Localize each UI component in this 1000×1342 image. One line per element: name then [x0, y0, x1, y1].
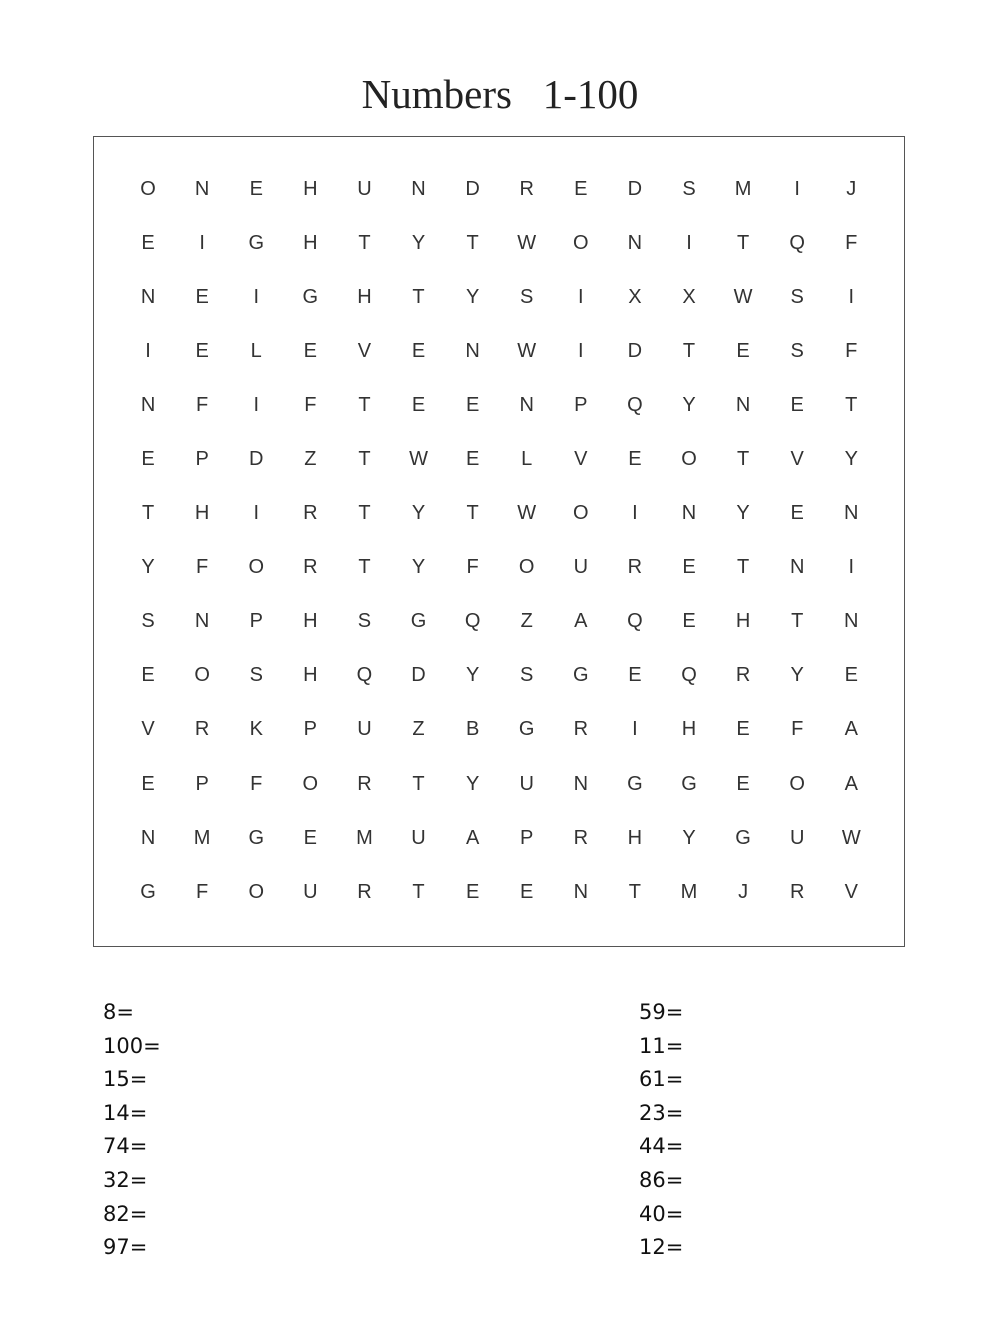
- grid-letter[interactable]: B: [465, 718, 480, 741]
- grid-letter[interactable]: I: [848, 556, 855, 579]
- grid-letter[interactable]: O: [248, 556, 265, 579]
- grid-letter[interactable]: N: [573, 772, 589, 795]
- grid-letter[interactable]: N: [465, 339, 480, 362]
- grid-letter[interactable]: I: [794, 177, 800, 200]
- grid-letter[interactable]: D: [249, 448, 264, 471]
- grid-letter[interactable]: A: [574, 610, 588, 633]
- grid-letter[interactable]: H: [681, 718, 697, 741]
- grid-letter[interactable]: O: [573, 231, 589, 254]
- grid-letter[interactable]: E: [195, 285, 209, 308]
- grid-letter[interactable]: T: [412, 285, 425, 308]
- grid-letter[interactable]: U: [519, 772, 534, 795]
- grid-letter[interactable]: R: [357, 880, 372, 903]
- grid-letter[interactable]: H: [627, 826, 643, 849]
- grid-letter[interactable]: D: [627, 177, 643, 200]
- grid-letter[interactable]: N: [411, 177, 426, 200]
- grid-letter[interactable]: S: [790, 285, 804, 308]
- grid-letter[interactable]: W: [733, 285, 753, 308]
- grid-letter[interactable]: N: [140, 285, 156, 308]
- grid-letter[interactable]: A: [844, 772, 858, 795]
- grid-letter[interactable]: N: [519, 393, 534, 416]
- grid-letter[interactable]: U: [789, 826, 805, 849]
- grid-letter[interactable]: E: [736, 772, 750, 795]
- grid-letter[interactable]: T: [358, 556, 371, 579]
- grid-letter[interactable]: R: [357, 772, 372, 795]
- grid-letter[interactable]: O: [681, 448, 697, 471]
- clue-item: 97=: [103, 1235, 148, 1260]
- grid-letter[interactable]: T: [791, 610, 804, 633]
- grid-letter[interactable]: I: [632, 502, 638, 525]
- grid-letter[interactable]: H: [303, 610, 318, 633]
- grid-letter[interactable]: S: [141, 610, 155, 633]
- grid-letter[interactable]: P: [195, 772, 209, 795]
- grid-letter[interactable]: L: [521, 448, 533, 471]
- grid-letter[interactable]: Q: [681, 664, 697, 687]
- grid-letter[interactable]: U: [357, 177, 372, 200]
- grid-letter[interactable]: Y: [411, 231, 426, 254]
- grid-letter[interactable]: V: [844, 880, 858, 903]
- grid-letter[interactable]: F: [845, 339, 858, 362]
- grid-letter[interactable]: E: [790, 502, 804, 525]
- grid-letter[interactable]: I: [253, 285, 260, 308]
- grid-letter[interactable]: F: [196, 556, 209, 579]
- grid-letter[interactable]: E: [465, 880, 480, 903]
- grid-letter[interactable]: V: [141, 718, 155, 741]
- clue-list-left: [103, 996, 161, 1265]
- grid-letter[interactable]: G: [248, 826, 265, 849]
- clue-item: 11=: [639, 1033, 684, 1058]
- grid-letter[interactable]: R: [194, 718, 210, 741]
- grid-letter[interactable]: I: [686, 231, 692, 254]
- grid-letter[interactable]: A: [844, 718, 858, 741]
- grid-letter[interactable]: N: [735, 393, 751, 416]
- grid-letter[interactable]: Z: [412, 718, 425, 741]
- grid-letter[interactable]: H: [194, 502, 210, 525]
- grid-letter[interactable]: E: [628, 448, 642, 471]
- grid-letter[interactable]: F: [250, 772, 263, 795]
- grid-letter[interactable]: R: [303, 502, 318, 525]
- grid-letter[interactable]: T: [358, 448, 371, 471]
- grid-letter[interactable]: F: [196, 393, 209, 416]
- grid-letter[interactable]: S: [520, 285, 534, 308]
- grid-letter[interactable]: R: [735, 664, 751, 687]
- grid-letter[interactable]: E: [411, 339, 426, 362]
- page-title: Numbers 1-100: [361, 71, 639, 117]
- word-search-grid: [121, 162, 878, 919]
- grid-letter[interactable]: I: [578, 339, 584, 362]
- grid-letter[interactable]: G: [681, 772, 697, 795]
- grid-letter[interactable]: W: [841, 826, 861, 849]
- grid-letter[interactable]: I: [578, 285, 584, 308]
- grid-letter[interactable]: A: [465, 826, 480, 849]
- grid-letter[interactable]: U: [411, 826, 426, 849]
- grid-letter[interactable]: E: [195, 339, 209, 362]
- grid-letter[interactable]: E: [736, 718, 750, 741]
- grid-letter[interactable]: O: [789, 772, 805, 795]
- grid-letter[interactable]: H: [303, 664, 318, 687]
- grid-letter[interactable]: M: [734, 177, 752, 200]
- grid-letter[interactable]: N: [140, 393, 156, 416]
- grid-letter[interactable]: U: [573, 556, 589, 579]
- grid-letter[interactable]: T: [358, 502, 371, 525]
- grid-letter[interactable]: E: [249, 177, 263, 200]
- grid-letter[interactable]: G: [518, 718, 535, 741]
- grid-letter[interactable]: N: [194, 610, 210, 633]
- grid-letter[interactable]: U: [303, 880, 318, 903]
- grid-letter[interactable]: O: [140, 177, 156, 200]
- grid-letter[interactable]: E: [628, 664, 642, 687]
- grid-letter[interactable]: E: [465, 448, 480, 471]
- grid-letter[interactable]: Y: [682, 393, 696, 416]
- grid-letter[interactable]: E: [411, 393, 426, 416]
- grid-letter[interactable]: E: [682, 556, 696, 579]
- grid-letter[interactable]: F: [466, 556, 479, 579]
- clue-item: 74=: [103, 1134, 148, 1159]
- grid-letter[interactable]: N: [140, 826, 156, 849]
- grid-letter[interactable]: M: [356, 826, 373, 849]
- grid-letter[interactable]: G: [627, 772, 643, 795]
- grid-letter[interactable]: O: [194, 664, 210, 687]
- grid-letter[interactable]: E: [790, 393, 804, 416]
- grid-letter[interactable]: N: [844, 502, 859, 525]
- clue-item: 61=: [639, 1067, 684, 1092]
- grid-letter[interactable]: O: [248, 880, 265, 903]
- grid-letter[interactable]: L: [250, 339, 262, 362]
- grid-letter[interactable]: I: [253, 502, 260, 525]
- grid-letter[interactable]: F: [196, 880, 209, 903]
- grid-letter[interactable]: X: [682, 285, 696, 308]
- clue-list-right: [639, 996, 683, 1265]
- clue-item: 23=: [639, 1100, 684, 1125]
- grid-letter[interactable]: E: [141, 231, 155, 254]
- clue-item: 40=: [639, 1201, 684, 1226]
- grid-letter[interactable]: T: [628, 880, 641, 903]
- grid-letter[interactable]: H: [735, 610, 751, 633]
- grid-letter[interactable]: E: [736, 339, 750, 362]
- grid-letter[interactable]: T: [466, 231, 479, 254]
- clue-item: 12=: [639, 1235, 684, 1260]
- grid-letter[interactable]: Y: [141, 556, 155, 579]
- clue-item: 15=: [103, 1067, 148, 1092]
- grid-letter[interactable]: T: [412, 772, 425, 795]
- grid-letter[interactable]: J: [846, 177, 857, 200]
- grid-letter[interactable]: T: [358, 231, 371, 254]
- grid-letter[interactable]: N: [627, 231, 643, 254]
- grid-letter[interactable]: P: [520, 826, 534, 849]
- clue-item: 82=: [103, 1201, 148, 1226]
- grid-letter[interactable]: E: [141, 772, 155, 795]
- grid-letter[interactable]: Z: [520, 610, 533, 633]
- grid-letter[interactable]: Y: [844, 448, 858, 471]
- clue-item: 44=: [639, 1134, 684, 1159]
- grid-letter[interactable]: Y: [790, 664, 804, 687]
- grid-letter[interactable]: J: [738, 880, 749, 903]
- grid-letter[interactable]: Z: [304, 448, 317, 471]
- grid-letter[interactable]: H: [303, 177, 318, 200]
- grid-letter[interactable]: T: [736, 448, 750, 471]
- grid-letter[interactable]: G: [302, 285, 319, 308]
- grid-letter[interactable]: T: [358, 393, 371, 416]
- grid-letter[interactable]: E: [682, 610, 696, 633]
- grid-letter[interactable]: Y: [411, 556, 426, 579]
- grid-letter[interactable]: P: [574, 393, 588, 416]
- grid-letter[interactable]: Q: [627, 393, 643, 416]
- grid-letter[interactable]: D: [465, 177, 480, 200]
- grid-letter[interactable]: R: [627, 556, 643, 579]
- grid-letter[interactable]: H: [357, 285, 372, 308]
- grid-letter[interactable]: I: [632, 718, 638, 741]
- grid-letter[interactable]: S: [682, 177, 696, 200]
- grid-letter[interactable]: W: [517, 339, 537, 362]
- grid-letter[interactable]: W: [517, 231, 537, 254]
- grid-letter[interactable]: Q: [627, 610, 643, 633]
- grid-letter[interactable]: M: [680, 880, 698, 903]
- grid-letter[interactable]: E: [520, 880, 534, 903]
- grid-letter[interactable]: G: [410, 610, 427, 633]
- grid-letter[interactable]: H: [303, 231, 318, 254]
- grid-letter[interactable]: E: [141, 448, 155, 471]
- grid-letter[interactable]: D: [627, 339, 643, 362]
- grid-letter[interactable]: E: [574, 177, 588, 200]
- grid-letter[interactable]: E: [303, 339, 317, 362]
- grid-letter[interactable]: G: [248, 231, 265, 254]
- grid-letter[interactable]: R: [303, 556, 318, 579]
- grid-letter[interactable]: O: [302, 772, 319, 795]
- grid-letter[interactable]: T: [682, 339, 696, 362]
- clue-item: 14=: [103, 1100, 148, 1125]
- grid-letter[interactable]: I: [253, 393, 260, 416]
- grid-letter[interactable]: Y: [465, 285, 480, 308]
- grid-letter[interactable]: R: [789, 880, 805, 903]
- grid-letter[interactable]: Y: [465, 664, 480, 687]
- grid-letter[interactable]: Y: [682, 826, 696, 849]
- clue-item: 59=: [639, 1000, 684, 1024]
- grid-letter[interactable]: Y: [736, 502, 750, 525]
- grid-letter[interactable]: E: [465, 393, 480, 416]
- grid-letter[interactable]: O: [518, 556, 535, 579]
- grid-letter[interactable]: W: [409, 448, 428, 471]
- grid-letter[interactable]: M: [193, 826, 211, 849]
- grid-letter[interactable]: K: [249, 718, 263, 741]
- grid-letter[interactable]: Q: [464, 610, 481, 633]
- grid-letter[interactable]: T: [466, 502, 479, 525]
- grid-letter[interactable]: W: [517, 502, 537, 525]
- clue-item: 8=: [103, 1000, 134, 1024]
- grid-letter[interactable]: T: [736, 556, 750, 579]
- grid-letter[interactable]: I: [848, 285, 855, 308]
- grid-letter[interactable]: T: [412, 880, 425, 903]
- grid-letter[interactable]: V: [574, 448, 588, 471]
- grid-letter[interactable]: X: [628, 285, 642, 308]
- grid-letter[interactable]: S: [790, 339, 804, 362]
- grid-letter[interactable]: N: [573, 880, 589, 903]
- grid-letter[interactable]: G: [573, 664, 589, 687]
- grid-letter[interactable]: I: [199, 231, 205, 254]
- grid-letter[interactable]: F: [791, 718, 804, 741]
- grid-letter[interactable]: E: [303, 826, 317, 849]
- grid-letter[interactable]: S: [520, 664, 534, 687]
- grid-letter[interactable]: R: [519, 177, 534, 200]
- clue-item: 100=: [103, 1033, 161, 1058]
- grid-letter[interactable]: I: [145, 339, 151, 362]
- grid-letter[interactable]: P: [303, 718, 317, 741]
- grid-letter[interactable]: Y: [411, 502, 426, 525]
- grid-letter[interactable]: U: [357, 718, 372, 741]
- grid-letter[interactable]: T: [141, 502, 155, 525]
- grid-letter[interactable]: Q: [356, 664, 373, 687]
- grid-letter[interactable]: F: [845, 231, 858, 254]
- grid-letter[interactable]: F: [304, 393, 317, 416]
- grid-letter[interactable]: E: [141, 664, 155, 687]
- grid-letter[interactable]: N: [789, 556, 805, 579]
- grid-letter[interactable]: P: [249, 610, 263, 633]
- grid-letter[interactable]: R: [573, 718, 589, 741]
- grid-letter[interactable]: G: [735, 826, 751, 849]
- clue-item: 86=: [639, 1167, 684, 1192]
- grid-letter[interactable]: O: [573, 502, 589, 525]
- grid-letter[interactable]: P: [195, 448, 209, 471]
- grid-letter[interactable]: N: [681, 502, 697, 525]
- grid-letter[interactable]: N: [844, 610, 859, 633]
- grid-letter[interactable]: T: [736, 231, 750, 254]
- grid-letter[interactable]: V: [790, 448, 804, 471]
- grid-letter[interactable]: R: [573, 826, 589, 849]
- grid-letter[interactable]: T: [845, 393, 858, 416]
- grid-letter[interactable]: N: [194, 177, 210, 200]
- grid-letter[interactable]: E: [844, 664, 858, 687]
- grid-letter[interactable]: D: [411, 664, 426, 687]
- grid-letter[interactable]: G: [140, 880, 156, 903]
- grid-letter[interactable]: V: [357, 339, 372, 362]
- grid-letter[interactable]: S: [357, 610, 372, 633]
- grid-letter[interactable]: S: [249, 664, 263, 687]
- grid-letter[interactable]: Y: [465, 772, 480, 795]
- grid-letter[interactable]: Q: [789, 231, 805, 254]
- clue-item: 32=: [103, 1167, 148, 1192]
